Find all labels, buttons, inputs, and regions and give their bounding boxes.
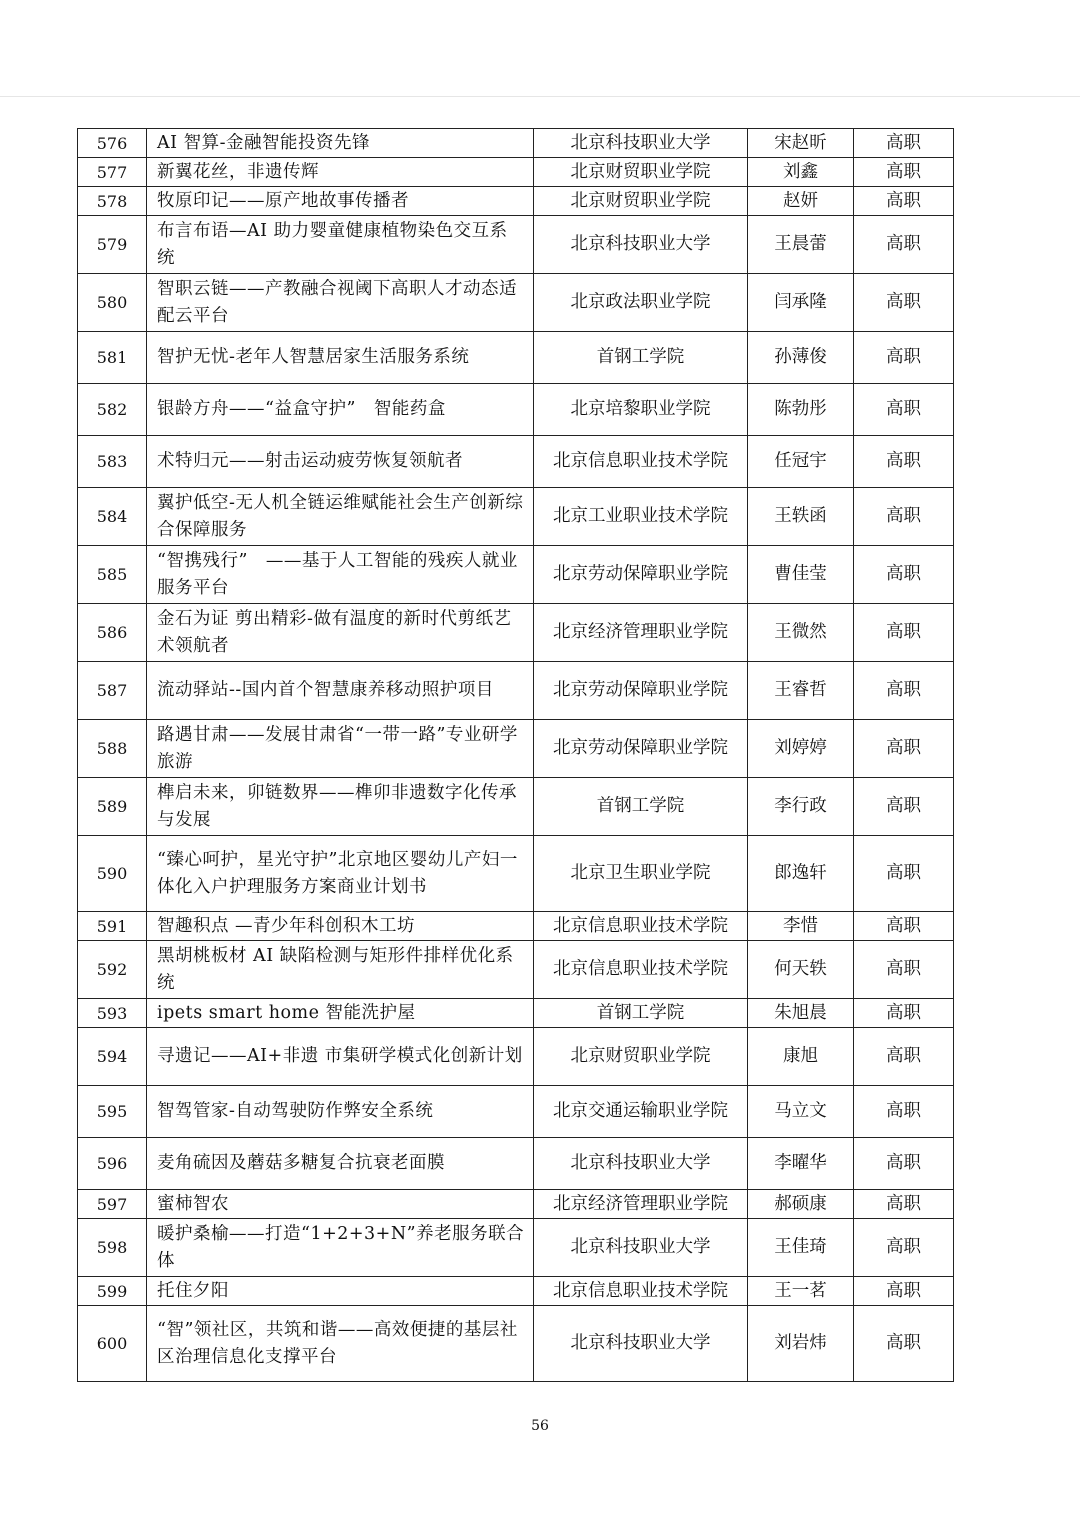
row-number: 579 xyxy=(78,216,147,274)
school-name: 北京科技职业大学 xyxy=(534,1306,748,1382)
page-number: 56 xyxy=(531,1418,549,1434)
school-name: 北京劳动保障职业学院 xyxy=(534,662,748,720)
table-row xyxy=(78,912,954,941)
person-name: 李惜 xyxy=(748,912,854,941)
project-title: 牧原印记——原产地故事传播者 xyxy=(147,187,534,216)
person-name: 王睿哲 xyxy=(748,662,854,720)
table-row xyxy=(78,129,954,158)
education-level: 高职 xyxy=(854,604,954,662)
row-number: 598 xyxy=(78,1219,147,1277)
education-level: 高职 xyxy=(854,941,954,999)
education-level: 高职 xyxy=(854,836,954,912)
person-name: 陈勃彤 xyxy=(748,384,854,436)
table-row xyxy=(78,1086,954,1138)
education-level: 高职 xyxy=(854,1277,954,1306)
project-title: 蜜柿智农 xyxy=(147,1190,534,1219)
project-title: 智职云链——产教融合视阈下高职人才动态适配云平台 xyxy=(147,274,534,332)
school-name: 北京信息职业技术学院 xyxy=(534,912,748,941)
project-title: 路遇甘肃——发展甘肃省“一带一路”专业研学旅游 xyxy=(147,720,534,778)
table-row xyxy=(78,941,954,999)
project-title: “智”领社区，共筑和谐——高效便捷的基层社区治理信息化支撑平台 xyxy=(147,1306,534,1382)
project-title: 金石为证 剪出精彩-做有温度的新时代剪纸艺术领航者 xyxy=(147,604,534,662)
person-name: 李曜华 xyxy=(748,1138,854,1190)
school-name: 北京培黎职业学院 xyxy=(534,384,748,436)
row-number: 595 xyxy=(78,1086,147,1138)
person-name: 闫承隆 xyxy=(748,274,854,332)
project-title: 托住夕阳 xyxy=(147,1277,534,1306)
school-name: 北京财贸职业学院 xyxy=(534,1028,748,1086)
education-level: 高职 xyxy=(854,488,954,546)
project-title: 布言布语—AI 助力婴童健康植物染色交互系统 xyxy=(147,216,534,274)
table-row xyxy=(78,1306,954,1382)
school-name: 北京劳动保障职业学院 xyxy=(534,546,748,604)
project-title: ipets smart home 智能洗护屋 xyxy=(147,999,534,1028)
table-row xyxy=(78,436,954,488)
row-number: 584 xyxy=(78,488,147,546)
project-title: 银龄方舟——“益盒守护” 智能药盒 xyxy=(147,384,534,436)
person-name: 王轶函 xyxy=(748,488,854,546)
project-title: AI 智算-金融智能投资先锋 xyxy=(147,129,534,158)
scan-edge-line xyxy=(0,96,1080,97)
row-number: 581 xyxy=(78,332,147,384)
education-level: 高职 xyxy=(854,778,954,836)
school-name: 北京经济管理职业学院 xyxy=(534,1190,748,1219)
person-name: 郎逸轩 xyxy=(748,836,854,912)
school-name: 首钢工学院 xyxy=(534,778,748,836)
school-name: 首钢工学院 xyxy=(534,332,748,384)
table-row xyxy=(78,1028,954,1086)
person-name: 王佳琦 xyxy=(748,1219,854,1277)
table-body xyxy=(78,129,954,1382)
table-row xyxy=(78,384,954,436)
table-row xyxy=(78,662,954,720)
school-name: 北京经济管理职业学院 xyxy=(534,604,748,662)
table-row xyxy=(78,274,954,332)
table-row xyxy=(78,187,954,216)
table-row xyxy=(78,604,954,662)
person-name: 王晨蕾 xyxy=(748,216,854,274)
person-name: 刘婷婷 xyxy=(748,720,854,778)
school-name: 北京卫生职业学院 xyxy=(534,836,748,912)
project-title: 翼护低空-无人机全链运维赋能社会生产创新综合保障服务 xyxy=(147,488,534,546)
education-level: 高职 xyxy=(854,332,954,384)
school-name: 首钢工学院 xyxy=(534,999,748,1028)
education-level: 高职 xyxy=(854,216,954,274)
school-name: 北京科技职业大学 xyxy=(534,1138,748,1190)
row-number: 576 xyxy=(78,129,147,158)
row-number: 597 xyxy=(78,1190,147,1219)
table-row xyxy=(78,1138,954,1190)
row-number: 599 xyxy=(78,1277,147,1306)
row-number: 582 xyxy=(78,384,147,436)
row-number: 594 xyxy=(78,1028,147,1086)
table-row xyxy=(78,488,954,546)
project-title: 暖护桑榆——打造“1+2+3+N”养老服务联合体 xyxy=(147,1219,534,1277)
person-name: 郝硕康 xyxy=(748,1190,854,1219)
row-number: 577 xyxy=(78,158,147,187)
table-row xyxy=(78,158,954,187)
education-level: 高职 xyxy=(854,912,954,941)
row-number: 585 xyxy=(78,546,147,604)
school-name: 北京政法职业学院 xyxy=(534,274,748,332)
person-name: 王一茗 xyxy=(748,1277,854,1306)
row-number: 590 xyxy=(78,836,147,912)
education-level: 高职 xyxy=(854,999,954,1028)
person-name: 刘岩炜 xyxy=(748,1306,854,1382)
education-level: 高职 xyxy=(854,1219,954,1277)
table-row xyxy=(78,216,954,274)
school-name: 北京财贸职业学院 xyxy=(534,158,748,187)
table-row xyxy=(78,332,954,384)
school-name: 北京信息职业技术学院 xyxy=(534,1277,748,1306)
education-level: 高职 xyxy=(854,546,954,604)
project-title: 流动驿站--国内首个智慧康养移动照护项目 xyxy=(147,662,534,720)
school-name: 北京科技职业大学 xyxy=(534,129,748,158)
education-level: 高职 xyxy=(854,1306,954,1382)
person-name: 任冠宇 xyxy=(748,436,854,488)
education-level: 高职 xyxy=(854,274,954,332)
school-name: 北京科技职业大学 xyxy=(534,1219,748,1277)
person-name: 朱旭晨 xyxy=(748,999,854,1028)
education-level: 高职 xyxy=(854,1086,954,1138)
education-level: 高职 xyxy=(854,720,954,778)
row-number: 586 xyxy=(78,604,147,662)
table-row xyxy=(78,1219,954,1277)
education-level: 高职 xyxy=(854,662,954,720)
project-title: 榫启未来，卯链数界——榫卯非遗数字化传承与发展 xyxy=(147,778,534,836)
table-row xyxy=(78,546,954,604)
education-level: 高职 xyxy=(854,1138,954,1190)
education-level: 高职 xyxy=(854,436,954,488)
school-name: 北京财贸职业学院 xyxy=(534,187,748,216)
school-name: 北京劳动保障职业学院 xyxy=(534,720,748,778)
project-title: “臻心呵护，星光守护”北京地区婴幼儿产妇一体化入户护理服务方案商业计划书 xyxy=(147,836,534,912)
project-title: 黑胡桃板材 AI 缺陷检测与矩形件排样优化系统 xyxy=(147,941,534,999)
table-row xyxy=(78,1190,954,1219)
row-number: 583 xyxy=(78,436,147,488)
person-name: 李行政 xyxy=(748,778,854,836)
project-title: “智携残行” ——基于人工智能的残疾人就业服务平台 xyxy=(147,546,534,604)
row-number: 588 xyxy=(78,720,147,778)
row-number: 592 xyxy=(78,941,147,999)
row-number: 589 xyxy=(78,778,147,836)
school-name: 北京信息职业技术学院 xyxy=(534,941,748,999)
project-title: 新翼花丝，非遗传辉 xyxy=(147,158,534,187)
school-name: 北京交通运输职业学院 xyxy=(534,1086,748,1138)
education-level: 高职 xyxy=(854,187,954,216)
row-number: 591 xyxy=(78,912,147,941)
person-name: 刘鑫 xyxy=(748,158,854,187)
person-name: 马立文 xyxy=(748,1086,854,1138)
row-number: 580 xyxy=(78,274,147,332)
school-name: 北京科技职业大学 xyxy=(534,216,748,274)
education-level: 高职 xyxy=(854,1028,954,1086)
table-row xyxy=(78,836,954,912)
project-title: 术特归元——射击运动疲劳恢复领航者 xyxy=(147,436,534,488)
school-name: 北京信息职业技术学院 xyxy=(534,436,748,488)
person-name: 王微然 xyxy=(748,604,854,662)
row-number: 593 xyxy=(78,999,147,1028)
table-row xyxy=(78,778,954,836)
education-level: 高职 xyxy=(854,384,954,436)
person-name: 宋赵昕 xyxy=(748,129,854,158)
table-row xyxy=(78,720,954,778)
row-number: 600 xyxy=(78,1306,147,1382)
person-name: 何天轶 xyxy=(748,941,854,999)
table-row xyxy=(78,1277,954,1306)
project-title: 寻遗记——AI+非遗 市集研学模式化创新计划 xyxy=(147,1028,534,1086)
person-name: 曹佳莹 xyxy=(748,546,854,604)
person-name: 康旭 xyxy=(748,1028,854,1086)
person-name: 赵妍 xyxy=(748,187,854,216)
education-level: 高职 xyxy=(854,158,954,187)
row-number: 587 xyxy=(78,662,147,720)
row-number: 596 xyxy=(78,1138,147,1190)
project-title: 智趣积点 —青少年科创积木工坊 xyxy=(147,912,534,941)
project-title: 智驾管家-自动驾驶防作弊安全系统 xyxy=(147,1086,534,1138)
project-title: 麦角硫因及蘑菇多糖复合抗衰老面膜 xyxy=(147,1138,534,1190)
project-list-table xyxy=(77,128,954,1382)
school-name: 北京工业职业技术学院 xyxy=(534,488,748,546)
person-name: 孙薄俊 xyxy=(748,332,854,384)
row-number: 578 xyxy=(78,187,147,216)
table-row xyxy=(78,999,954,1028)
education-level: 高职 xyxy=(854,129,954,158)
project-title: 智护无忧-老年人智慧居家生活服务系统 xyxy=(147,332,534,384)
education-level: 高职 xyxy=(854,1190,954,1219)
